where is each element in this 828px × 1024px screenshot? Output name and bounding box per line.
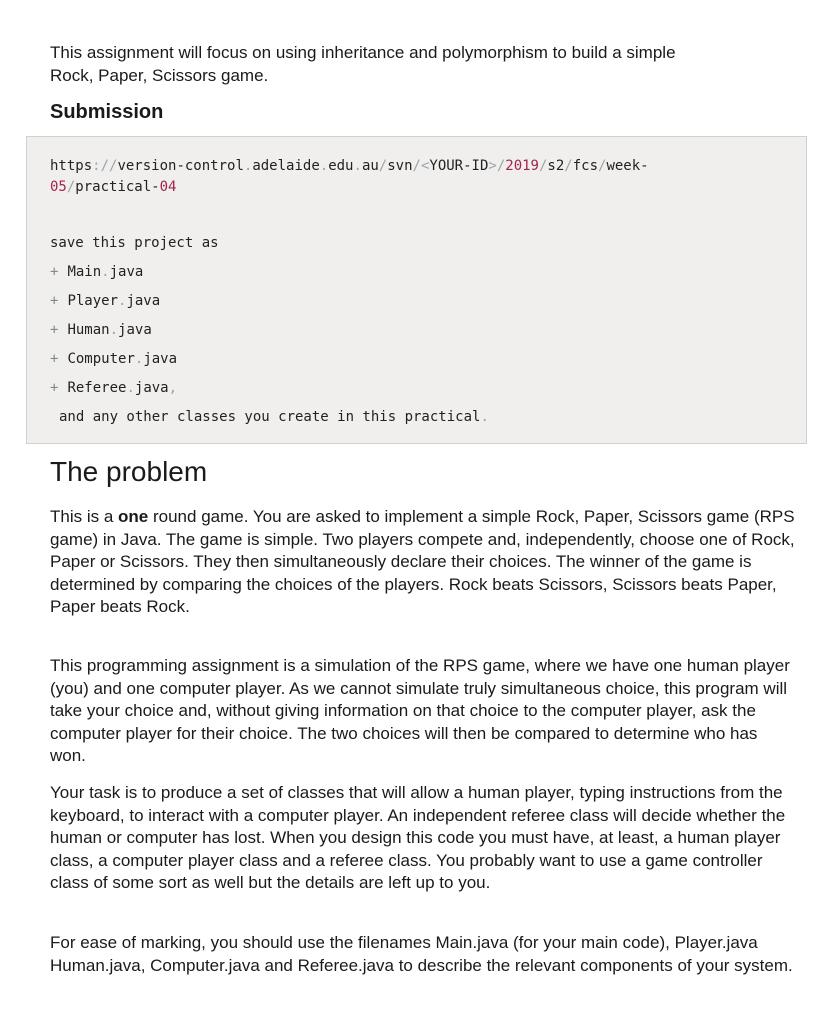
- url-host-part: version-control: [117, 158, 244, 174]
- url-id-placeholder: YOUR-ID: [429, 158, 489, 174]
- closing-text: and any other classes you create in this practical.: [59, 409, 489, 425]
- intro-line-2: Rock, Paper, Scissors game.: [50, 66, 269, 85]
- emphasis-one: one: [118, 507, 149, 526]
- file-item-main: + Main.java: [50, 264, 144, 280]
- url-segment: s2: [547, 158, 565, 174]
- problem-heading: The problem: [50, 456, 208, 487]
- intro-line-1: This assignment will focus on using inheritance and polymorphism to build a simple: [50, 43, 676, 62]
- url-host-part: edu: [328, 158, 354, 174]
- save-project-text: save this project as: [50, 235, 219, 251]
- url-year: 2019: [505, 158, 539, 174]
- file-item-player: + Player.java: [50, 293, 161, 309]
- url-practical-number: 04: [159, 179, 177, 195]
- file-item-computer: + Computer.java: [50, 351, 178, 367]
- problem-paragraph-2: This programming assignment is a simulation of the RPS game, where we have one human player (you) and one computer player. As we cannot simulate truly simultaneous choice, this program will take your choice and, without giving information on that choice to the computer player, ask the computer player for their choice. The two choices will then be compared to determine who has won.: [50, 656, 790, 765]
- submission-code-block: [26, 136, 807, 444]
- url-host-part: adelaide: [252, 158, 320, 174]
- url-segment: svn: [387, 158, 413, 174]
- submission-heading: Submission: [50, 101, 164, 123]
- intro-paragraph: [50, 41, 790, 87]
- problem-paragraph-3: Your task is to produce a set of classes that will allow a human player, typing instructions from the keyboard, to interact with a computer player. An independent referee class will decide whether the human or computer has lost. When you design this code you must have, at least, a human player class, a computer player class and a referee class. You probably want to use a game controller class of some sort as well but the details are left up to you.: [50, 783, 786, 892]
- submission-url-line-1: https://version-control.adelaide.edu.au/svn/<YOUR-ID>/2019/s2/fcs/week-: [50, 158, 649, 174]
- url-scheme: https: [50, 158, 93, 174]
- url-segment: week-: [606, 158, 649, 174]
- url-week-number: 05: [50, 179, 67, 195]
- problem-paragraph-4: For ease of marking, you should use the filenames Main.java (for your main code), Player.java Human.java, Computer.java and Referee.java to describe the relevant components of your system.: [50, 933, 793, 975]
- url-segment: fcs: [572, 158, 599, 174]
- file-item-referee: + Referee.java,: [50, 380, 178, 396]
- submission-url-line-2: 05/practical-04: [50, 179, 177, 195]
- file-item-human: + Human.java: [50, 322, 152, 338]
- problem-paragraph-1: This is a one round game. You are asked to implement a simple Rock, Paper, Scissors game (RPS game) in Java. The game is simple. Two players compete and, independently, choose one of Rock, Paper or Scissors. They then simultaneously declare their choices. The winner of the game is determined by comparing the choices of the players. Rock beats Scissors, Scissors beats Paper, Paper beats Rock.: [50, 507, 795, 616]
- url-segment: practical-: [75, 179, 160, 195]
- url-host-part: au: [361, 158, 379, 174]
